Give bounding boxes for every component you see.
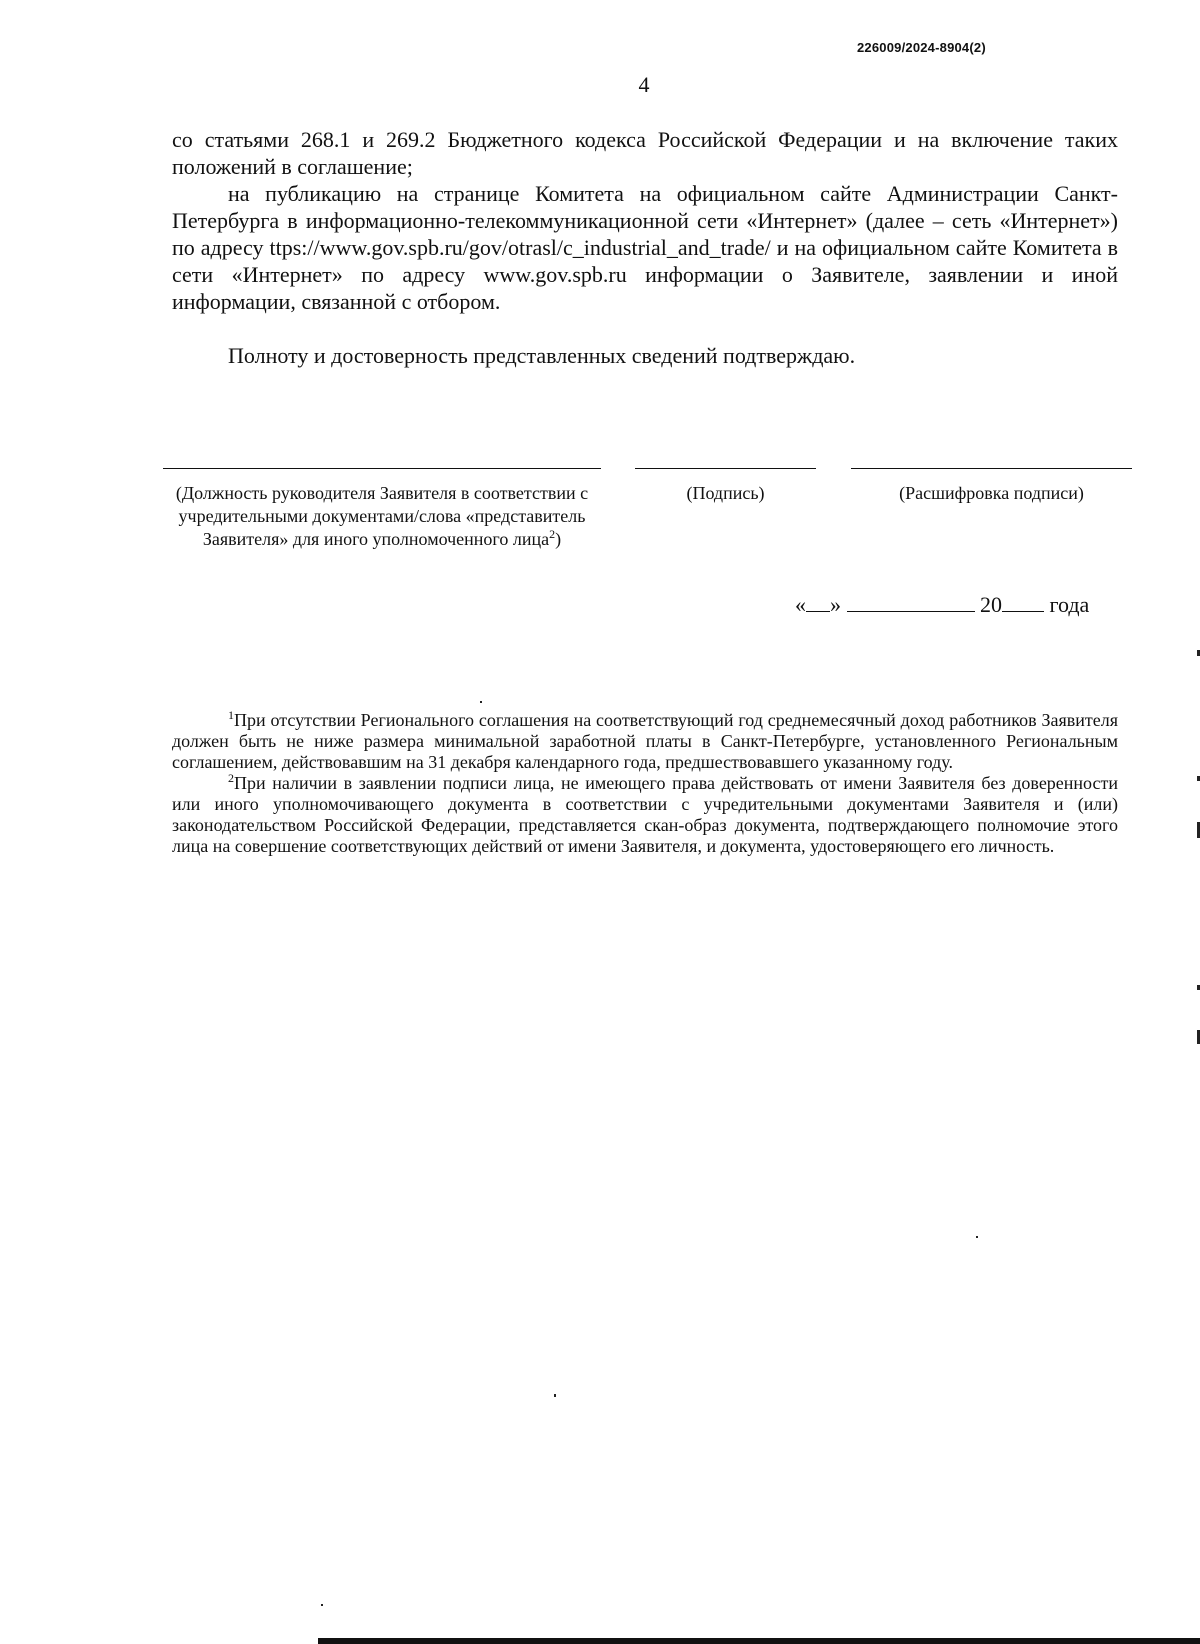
signature-line	[635, 468, 816, 469]
scan-speck	[321, 1604, 323, 1606]
footnotes	[172, 710, 1118, 857]
page-number: 4	[638, 72, 650, 97]
scan-speck	[480, 701, 482, 703]
main-text	[172, 126, 1118, 369]
confirmation-statement: Полноту и достоверность представленных сведений подтверждаю.	[228, 343, 856, 368]
scan-speck	[554, 1394, 556, 1397]
position-signature-line	[163, 468, 601, 469]
scan-bottom-edge	[318, 1638, 1200, 1644]
paragraph-budget-code: со статьями 268.1 и 269.2 Бюджетного кодекса Российской Федерации и на включение таких положений в соглашение;	[172, 127, 1118, 179]
footnote-2: $^2$При наличии в заявлении подписи лица, не имеющего права действовать от имени Заявителя без доверенности или иного уполномочивающего документа в соответствии с учредительными документами Заявителя и (или) законодательством Российской Федерации, представляется скан-образ документа, подтверждающего полномочие этого лица на совершение соответствующих действий от имени Заявителя, и документа, удостоверяющего его личность.	[172, 771, 1118, 856]
date-field: « » 20 года	[795, 592, 1090, 617]
signature-caption: (Подпись)	[686, 483, 765, 503]
decoding-caption: (Расшифровка подписи)	[899, 483, 1084, 503]
decoding-signature-line	[851, 468, 1132, 469]
footnote-1: $^1$При отсутствии Регионального соглашения на соответствующий год среднемесячный доход работников Заявителя должен быть не ниже размера минимальной заработной платы в Санкт-Петербурге, установленного Региональным соглашением, действовавшим на 31 декабря календарного года, предшествовавшего указанному году.	[172, 708, 1118, 772]
scan-speck	[976, 1236, 978, 1238]
paragraph-publication-consent: на публикацию на странице Комитета на официальном сайте Администрации Санкт-Петербурга в информационно-телекоммуникационной сети «Интернет» (далее – сеть «Интернет») по адресу ttps://www.gov.spb.ru/gov/otrasl/c_industrial_and_trade/ и на официальном сайте Комитета в сети «Интернет» по адресу www.gov.spb.ru информации о Заявителе, заявлении и иной информации, связанной с отбором.	[172, 181, 1118, 314]
position-caption: (Должность руководителя Заявителя в соответствии с учредительными документами/слова «представитель Заявителя» для иного уполномоченного лица$^2$)	[175, 483, 589, 549]
document-code: 226009/2024-8904(2)	[857, 40, 986, 55]
